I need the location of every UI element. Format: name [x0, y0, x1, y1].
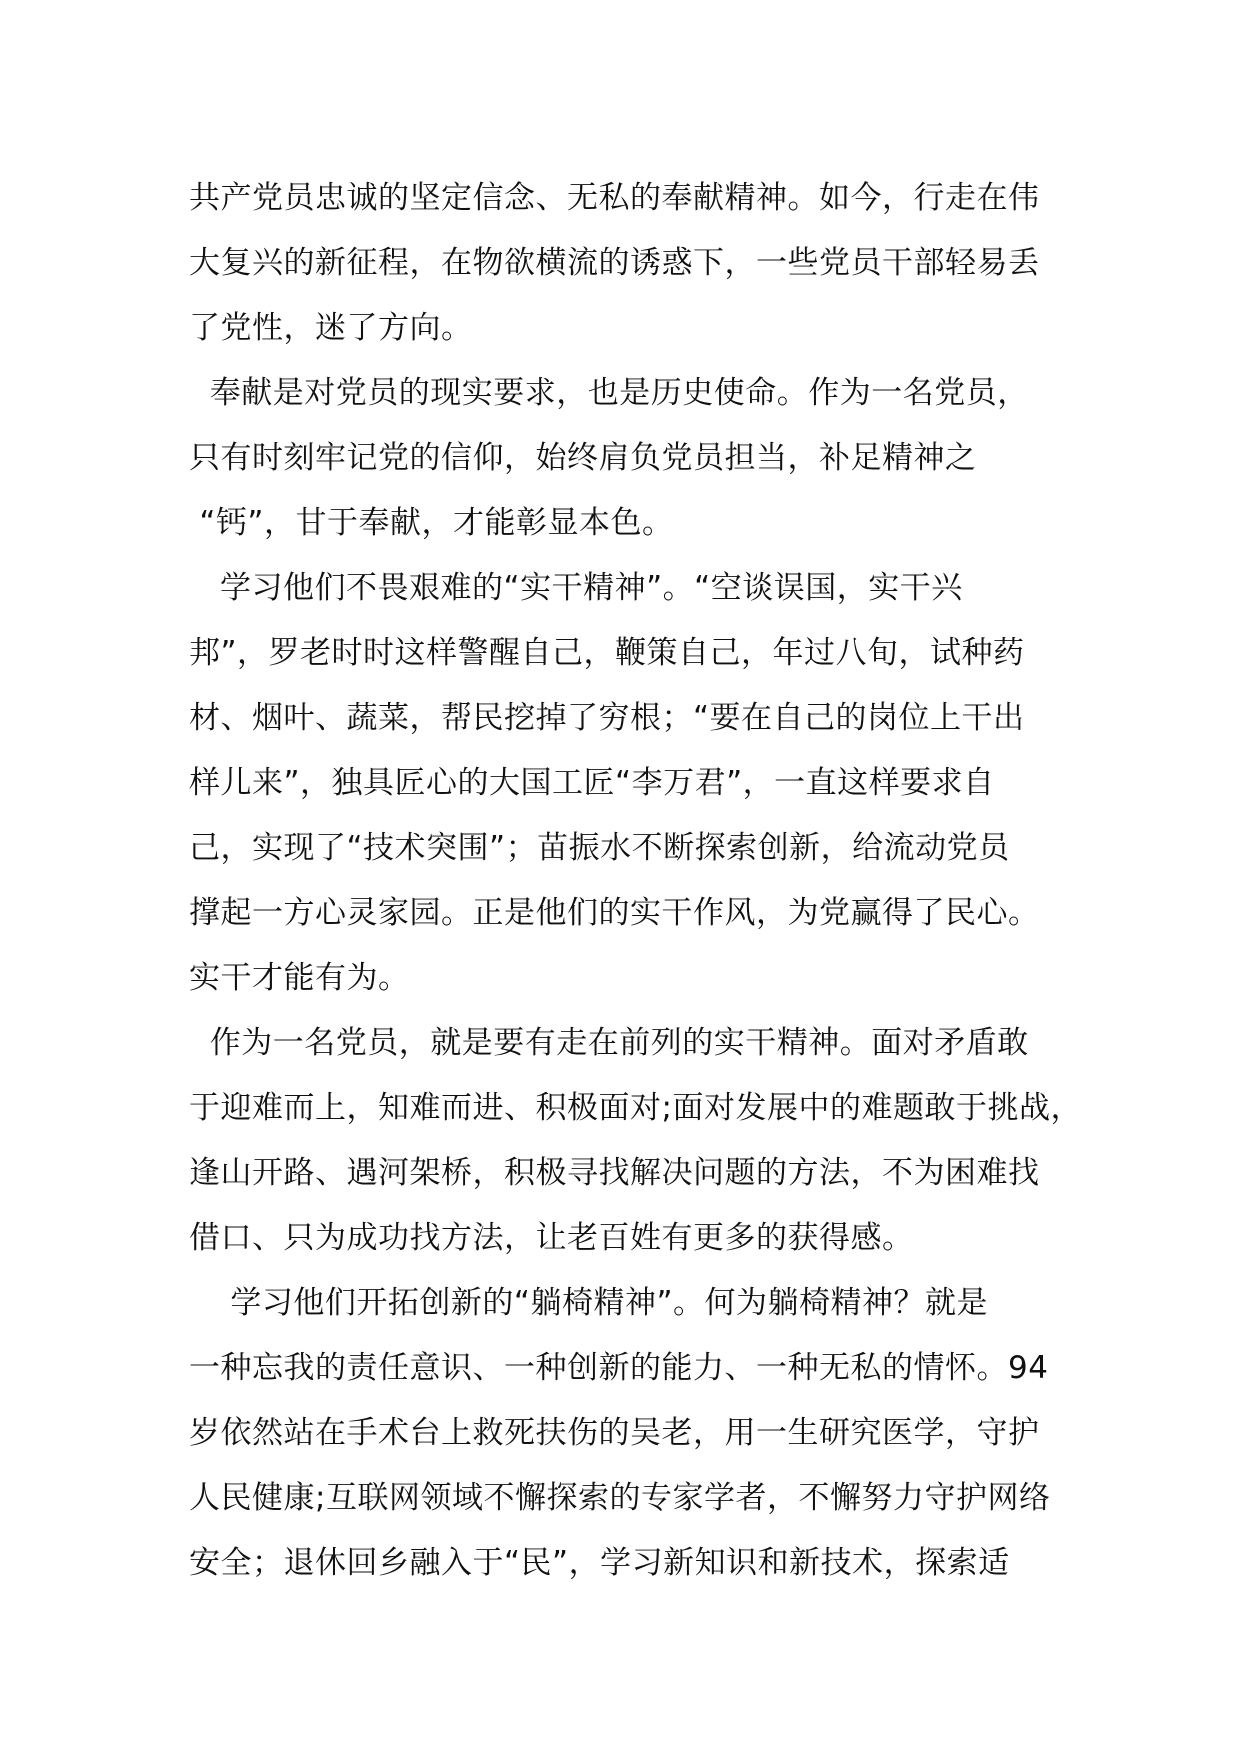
text-line: 了党性，迷了方向。	[189, 310, 473, 346]
text-line: 只有时刻牢记党的信仰，始终肩负党员担当，补足精神之	[189, 440, 977, 476]
text-line: 于迎难而上，知难而进、积极面对;面对发展中的难题敢于挑战，	[189, 1090, 1082, 1126]
text-line: 作为一名党员，就是要有走在前列的实干精神。面对矛盾敢	[189, 1025, 1029, 1061]
text-line: 实干才能有为。	[189, 960, 410, 996]
text-line: 一种忘我的责任意识、一种创新的能力、一种无私的情怀。94	[189, 1350, 1049, 1386]
text-line: “钙”，甘于奉献，才能彰显本色。	[189, 505, 674, 541]
text-line: 借口、只为成功找方法，让老百姓有更多的获得感。	[189, 1220, 914, 1256]
text-line: 奉献是对党员的现实要求，也是历史使命。作为一名党员，	[189, 375, 1029, 411]
text-line: 安全；退休回乡融入于“民”，学习新知识和新技术，探索适	[189, 1545, 1010, 1581]
text-line: 岁依然站在手术台上救死扶伤的吴老，用一生研究医学，守护	[189, 1415, 1040, 1451]
text-line: 人民健康;互联网领域不懈探索的专家学者，不懈努力守护网络	[189, 1480, 1051, 1516]
text-line: 共产党员忠诚的坚定信念、无私的奉献精神。如今，行走在伟	[189, 180, 1040, 216]
text-line: 撑起一方心灵家园。正是他们的实干作风，为党赢得了民心。	[189, 895, 1040, 931]
text-line: 己，实现了“技术突围”；苗振水不断探索创新，给流动党员	[189, 830, 1010, 866]
text-line: 材、烟叶、蔬菜，帮民挖掉了穷根；“要在自己的岗位上干出	[189, 700, 1025, 736]
text-line: 大复兴的新征程，在物欲横流的诱惑下，一些党员干部轻易丢	[189, 245, 1040, 281]
text-line: 样儿来”，独具匠心的大国工匠“李万君”，一直这样要求自	[189, 765, 995, 801]
text-line: 逢山开路、遇河架桥，积极寻找解决问题的方法，不为困难找	[189, 1155, 1040, 1191]
text-line: 学习他们开拓创新的“躺椅精神”。何为躺椅精神？就是	[189, 1285, 989, 1321]
text-line: 邦”，罗老时时这样警醒自己，鞭策自己，年过八旬，试种药	[189, 635, 1025, 671]
text-line: 学习他们不畏艰难的“实干精神”。“空谈误国，实干兴	[189, 570, 963, 606]
